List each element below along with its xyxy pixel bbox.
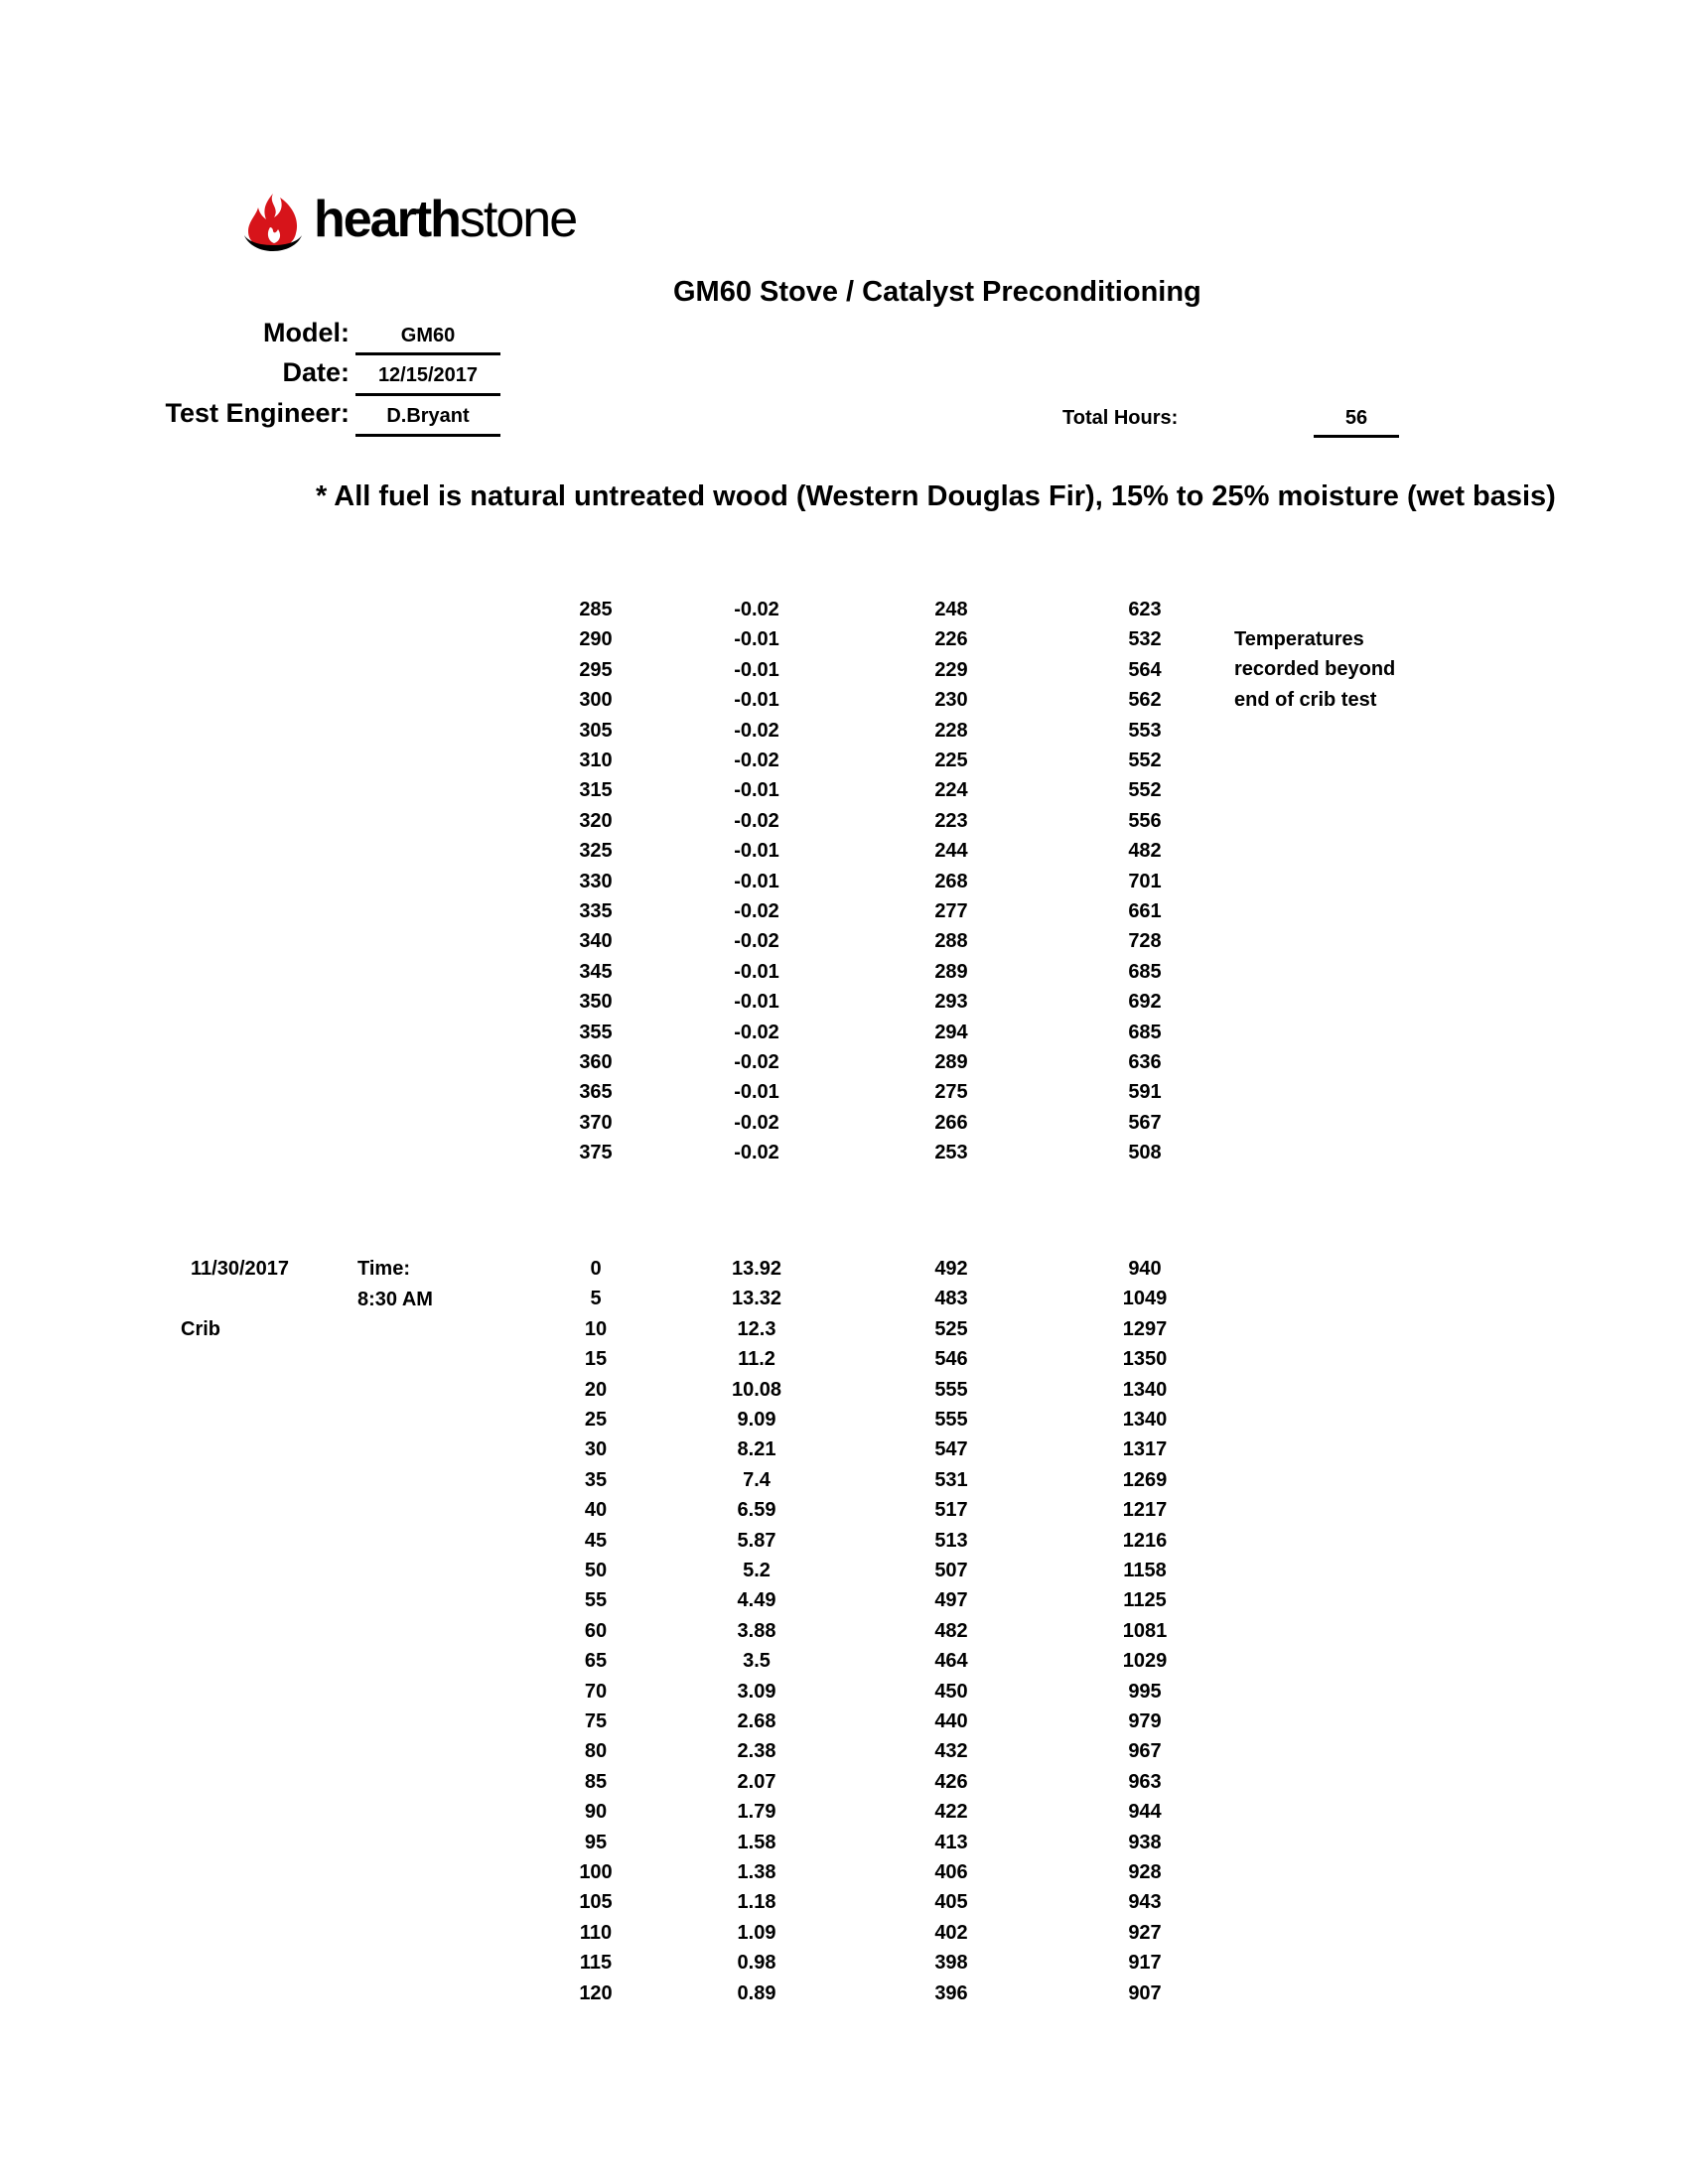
table-cell: 268: [934, 870, 968, 892]
table-cell: 244: [934, 840, 968, 863]
table-cell: 370: [579, 1111, 613, 1134]
table-cell: 1317: [1122, 1438, 1168, 1461]
table-cell: -0.01: [734, 991, 779, 1014]
table-cell: 555: [934, 1409, 968, 1431]
table-cell: 508: [1128, 1142, 1162, 1164]
table-cell: 277: [934, 900, 968, 922]
table-cell: 293: [934, 991, 968, 1014]
table-cell: 1158: [1123, 1560, 1167, 1581]
table-cell: 517: [934, 1499, 968, 1522]
table-cell: 228: [934, 719, 968, 742]
table-cell: 226: [934, 628, 968, 651]
table-cell: 35: [584, 1468, 608, 1491]
flame-icon: [240, 192, 306, 251]
table-cell: 345: [579, 960, 613, 983]
date-value: 12/15/2017: [377, 364, 479, 386]
table-cell: 350: [579, 991, 613, 1014]
table-cell: 224: [934, 779, 968, 802]
table-cell: 1.18: [737, 1891, 776, 1914]
table-cell: 405: [934, 1891, 968, 1914]
block1-note-line: recorded beyond: [1234, 658, 1396, 680]
table-cell: 1340: [1122, 1378, 1168, 1401]
table-cell: -0.02: [734, 750, 779, 771]
table-cell: 531: [934, 1468, 968, 1491]
date-label: Date:: [282, 357, 350, 387]
table-cell: 553: [1128, 719, 1162, 742]
table-cell: 422: [934, 1801, 968, 1824]
table-cell: 330: [579, 870, 613, 892]
table-cell: 1029: [1122, 1650, 1168, 1673]
engineer-underline: [355, 434, 500, 437]
table-cell: 5: [590, 1288, 602, 1310]
table-cell: 564: [1128, 658, 1162, 681]
table-cell: 8.21: [737, 1438, 776, 1461]
table-cell: 325: [579, 840, 613, 863]
table-cell: 450: [934, 1680, 968, 1703]
table-cell: 497: [934, 1589, 968, 1612]
table-cell: 685: [1128, 960, 1162, 983]
table-cell: 4.49: [737, 1589, 776, 1612]
table-cell: 917: [1128, 1952, 1162, 1975]
table-cell: 5.2: [743, 1560, 771, 1581]
total-hours-underline: [1314, 435, 1399, 438]
table-cell: 507: [934, 1560, 968, 1581]
table-cell: 360: [579, 1051, 613, 1073]
table-cell: 2.07: [737, 1770, 776, 1793]
table-cell: 623: [1128, 599, 1162, 620]
table-cell: 266: [934, 1111, 968, 1134]
table-cell: -0.02: [734, 809, 779, 832]
table-cell: 305: [579, 719, 613, 742]
table-cell: 315: [579, 779, 613, 802]
table-cell: 6.59: [737, 1499, 776, 1522]
table-cell: 636: [1128, 1051, 1162, 1073]
table-cell: 55: [584, 1589, 608, 1612]
table-cell: -0.01: [734, 689, 779, 712]
block2-time-label: Time:: [357, 1258, 410, 1280]
table-cell: -0.02: [734, 1021, 779, 1043]
table-cell: -0.02: [734, 900, 779, 922]
table-cell: 907: [1128, 1981, 1162, 2004]
table-cell: 13.92: [731, 1258, 782, 1280]
table-cell: 426: [934, 1770, 968, 1793]
table-cell: 3.09: [737, 1680, 776, 1703]
table-cell: 355: [579, 1021, 613, 1043]
table-cell: 483: [934, 1288, 968, 1310]
table-cell: 10.08: [731, 1378, 782, 1401]
table-cell: -0.01: [734, 870, 779, 892]
table-cell: 290: [579, 628, 613, 651]
table-cell: 40: [584, 1499, 608, 1522]
table-cell: 963: [1128, 1770, 1162, 1793]
table-cell: 562: [1128, 689, 1162, 712]
table-cell: -0.01: [734, 779, 779, 802]
table-cell: 2.38: [737, 1740, 776, 1763]
block2-time-value: 8:30 AM: [357, 1289, 433, 1310]
table-cell: 1350: [1122, 1348, 1168, 1371]
table-cell: 547: [934, 1438, 968, 1461]
table-cell: 12.3: [737, 1317, 776, 1340]
table-cell: -0.02: [734, 1142, 779, 1164]
total-hours-value: 56: [1344, 407, 1368, 429]
date-underline: [355, 393, 500, 396]
table-cell: 285: [579, 599, 613, 620]
table-cell: 928: [1128, 1861, 1162, 1883]
table-cell: 432: [934, 1740, 968, 1763]
table-cell: 100: [579, 1861, 613, 1883]
table-cell: 20: [584, 1378, 608, 1401]
table-cell: 943: [1128, 1891, 1162, 1914]
table-cell: 513: [934, 1529, 968, 1552]
table-cell: 685: [1128, 1021, 1162, 1043]
table-cell: 253: [934, 1142, 968, 1164]
table-cell: 701: [1128, 870, 1162, 892]
table-cell: 30: [584, 1438, 608, 1461]
table-cell: 310: [579, 750, 613, 771]
table-cell: 1297: [1122, 1317, 1168, 1340]
table-cell: 9.09: [737, 1409, 776, 1431]
table-cell: 294: [934, 1021, 968, 1043]
table-cell: 1269: [1122, 1468, 1168, 1491]
table-cell: 115: [579, 1952, 613, 1975]
table-cell: 1049: [1122, 1288, 1168, 1310]
table-cell: -0.01: [734, 840, 779, 863]
table-cell: 552: [1128, 750, 1162, 771]
table-cell: 1340: [1122, 1409, 1168, 1431]
table-cell: 938: [1128, 1831, 1162, 1853]
table-cell: 1.58: [737, 1831, 776, 1853]
table-cell: 289: [934, 1051, 968, 1073]
total-hours-label: Total Hours:: [1062, 407, 1179, 429]
table-cell: 15: [584, 1348, 608, 1371]
table-cell: 413: [934, 1831, 968, 1853]
table-cell: 223: [934, 809, 968, 832]
table-cell: 110: [579, 1921, 613, 1944]
table-cell: 365: [579, 1081, 613, 1104]
hearthstone-logo: [240, 192, 578, 251]
table-cell: 295: [579, 658, 613, 681]
block2-crib-label: Crib: [181, 1318, 220, 1340]
table-cell: 120: [579, 1981, 613, 2004]
table-cell: 105: [579, 1891, 613, 1914]
block2-date: 11/30/2017: [191, 1258, 289, 1280]
table-cell: 3.88: [737, 1619, 776, 1642]
table-cell: 75: [584, 1710, 608, 1732]
table-cell: 979: [1128, 1710, 1162, 1732]
table-cell: 1125: [1123, 1589, 1167, 1612]
table-cell: 464: [934, 1650, 968, 1673]
table-cell: 525: [934, 1317, 968, 1340]
table-cell: 1.38: [737, 1861, 776, 1883]
table-cell: 556: [1128, 809, 1162, 832]
table-cell: 65: [584, 1650, 608, 1673]
table-cell: 482: [1128, 840, 1162, 863]
table-cell: 45: [584, 1529, 608, 1552]
model-value: GM60: [400, 325, 456, 346]
table-cell: -0.01: [734, 658, 779, 681]
table-cell: 335: [579, 900, 613, 922]
table-cell: 275: [934, 1081, 968, 1104]
table-cell: -0.02: [734, 719, 779, 742]
table-cell: 927: [1128, 1921, 1162, 1944]
table-cell: -0.02: [734, 1111, 779, 1134]
model-label: Model:: [263, 318, 350, 347]
table-cell: 546: [934, 1348, 968, 1371]
table-cell: 10: [584, 1317, 608, 1340]
table-cell: -0.02: [734, 930, 779, 953]
table-cell: 0: [590, 1258, 602, 1280]
table-cell: 940: [1128, 1258, 1162, 1280]
table-cell: 248: [934, 599, 968, 620]
page-title: GM60 Stove / Catalyst Preconditioning: [673, 276, 1201, 308]
table-cell: -0.02: [734, 599, 779, 620]
table-cell: 229: [934, 658, 968, 681]
table-cell: 85: [584, 1770, 608, 1793]
table-cell: 7.4: [743, 1468, 771, 1491]
table-cell: 300: [579, 689, 613, 712]
table-cell: -0.01: [734, 628, 779, 651]
table-cell: 591: [1128, 1081, 1162, 1104]
table-cell: 728: [1128, 930, 1162, 953]
table-cell: 0.89: [737, 1981, 776, 2004]
table-cell: 532: [1128, 628, 1162, 651]
table-cell: 225: [934, 750, 968, 771]
table-cell: 11.2: [738, 1348, 775, 1371]
table-cell: 482: [934, 1619, 968, 1642]
table-cell: 5.87: [737, 1529, 776, 1552]
table-cell: 1217: [1122, 1499, 1168, 1522]
table-cell: 402: [934, 1921, 968, 1944]
table-cell: 3.5: [743, 1650, 771, 1673]
table-cell: 1.09: [737, 1921, 776, 1944]
table-cell: 70: [584, 1680, 608, 1703]
table-cell: 492: [934, 1258, 968, 1280]
table-cell: 60: [584, 1619, 608, 1642]
block1-note-line: end of crib test: [1234, 689, 1377, 711]
table-cell: 1.79: [737, 1801, 776, 1824]
table-cell: 80: [584, 1740, 608, 1763]
table-cell: 320: [579, 809, 613, 832]
table-cell: 13.32: [731, 1288, 782, 1310]
table-cell: 552: [1128, 779, 1162, 802]
table-cell: 288: [934, 930, 968, 953]
table-cell: 406: [934, 1861, 968, 1883]
table-cell: -0.02: [734, 1051, 779, 1073]
table-cell: 375: [579, 1142, 613, 1164]
table-cell: 2.68: [737, 1710, 776, 1732]
model-underline: [355, 352, 500, 355]
table-cell: 440: [934, 1710, 968, 1732]
logo-wordmark: hearthstone: [314, 191, 577, 248]
fuel-note: * All fuel is natural untreated wood (Western Douglas Fir), 15% to 25% moisture (wet basis): [316, 480, 1556, 512]
table-cell: 95: [584, 1831, 608, 1853]
table-cell: 90: [584, 1801, 608, 1824]
table-cell: 1081: [1122, 1619, 1168, 1642]
table-cell: 50: [584, 1560, 608, 1581]
table-cell: 555: [934, 1378, 968, 1401]
block1-note-line: Temperatures: [1234, 628, 1364, 650]
table-cell: 1216: [1122, 1529, 1168, 1552]
table-cell: -0.01: [734, 1081, 779, 1104]
table-cell: 567: [1128, 1111, 1162, 1134]
table-cell: 340: [579, 930, 613, 953]
table-cell: 25: [584, 1409, 608, 1431]
table-cell: 944: [1128, 1801, 1162, 1824]
table-cell: 0.98: [737, 1952, 776, 1975]
table-cell: 396: [934, 1981, 968, 2004]
table-cell: 398: [934, 1952, 968, 1975]
table-cell: -0.01: [734, 960, 779, 983]
engineer-label: Test Engineer:: [165, 398, 350, 428]
table-cell: 692: [1128, 991, 1162, 1014]
table-cell: 995: [1128, 1680, 1162, 1703]
table-cell: 230: [934, 689, 968, 712]
table-cell: 967: [1128, 1740, 1162, 1763]
table-cell: 661: [1128, 900, 1162, 922]
table-cell: 289: [934, 960, 968, 983]
engineer-value: D.Bryant: [386, 405, 470, 427]
